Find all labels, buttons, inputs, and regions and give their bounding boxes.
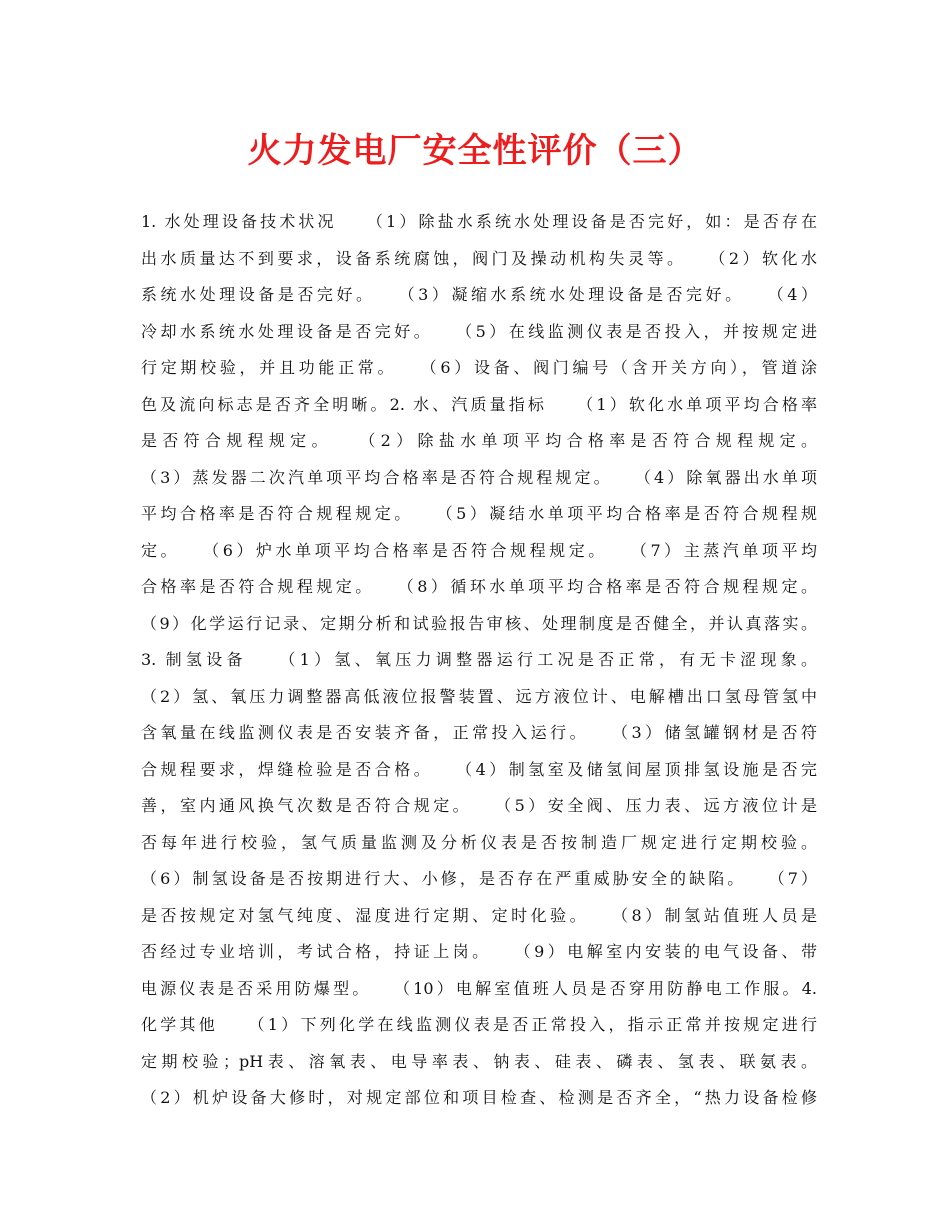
- body-line: （2）机炉设备大修时，对规定部位和项目检查、检测是否齐全，“热力设备检修: [141, 1088, 817, 1107]
- body-line: 色及流向标志是否齐全明晰。2. 水、汽质量指标 （1）软化水单项平均合格率: [141, 394, 817, 414]
- body-line: （9）化学运行记录、定期分析和试验报告审核、处理制度是否健全，并认真落实。: [141, 613, 817, 633]
- body-line: 是否符合规程规定。 （2）除盐水单项平均合格率是否符合规程规定。: [141, 431, 817, 450]
- body-line: 冷却水系统水处理设备是否完好。 （5）在线监测仪表是否投入，并按规定进: [141, 321, 817, 341]
- body-line: （6）制氢设备是否按期进行大、小修，是否存在严重威胁安全的缺陷。 （7）: [141, 869, 817, 888]
- body-line: （2）氢、氧压力调整器高低液位报警装置、远方液位计、电解槽出口氢母管氢中: [141, 686, 817, 706]
- body-line: 电源仪表是否采用防爆型。 （10）电解室值班人员是否穿用防静电工作服。4.: [141, 978, 817, 998]
- body-line: 合格率是否符合规程规定。 （8）循环水单项平均合格率是否符合规程规定。: [141, 577, 817, 596]
- document-body: [141, 204, 817, 1117]
- document-title: 火力发电厂安全性评价（三）: [247, 131, 703, 171]
- body-line: 平均合格率是否符合规程规定。 （5）凝结水单项平均合格率是否符合规程规: [141, 504, 817, 523]
- body-line: 化学其他 （1）下列化学在线监测仪表是否正常投入，指示正常并按规定进行: [141, 1015, 817, 1034]
- body-line: 行定期校验，并且功能正常。 （6）设备、阀门编号（含开关方向），管道涂: [141, 358, 817, 377]
- body-line: 否每年进行校验，氢气质量监测及分析仪表是否按制造厂规定进行定期校验。: [141, 832, 817, 852]
- body-line: 定。 （6）炉水单项平均合格率是否符合规程规定。 （7）主蒸汽单项平均: [141, 540, 817, 560]
- body-line: 否经过专业培训，考试合格，持证上岗。 （9）电解室内安装的电气设备、带: [141, 942, 817, 961]
- body-line: 是否按规定对氢气纯度、湿度进行定期、定时化验。 （8）制氢站值班人员是: [141, 905, 817, 925]
- body-line: 系统水处理设备是否完好。 （3）凝缩水系统水处理设备是否完好。 （4）: [141, 285, 817, 304]
- body-line: 1. 水处理设备技术状况 （1）除盐水系统水处理设备是否完好，如：是否存在: [141, 212, 817, 231]
- body-line: 善，室内通风换气次数是否符合规定。 （5）安全阀、压力表、远方液位计是: [141, 796, 817, 815]
- body-line: 出水质量达不到要求，设备系统腐蚀，阀门及操动机构失灵等。 （2）软化水: [141, 248, 817, 268]
- body-line: 含氧量在线监测仪表是否安装齐备，正常投入运行。 （3）储氢罐钢材是否符: [141, 723, 817, 742]
- body-line: 3. 制氢设备 （1）氢、氧压力调整器运行工况是否正常，有无卡涩现象。: [141, 650, 817, 669]
- body-line: 定期校验；pH表、溶氧表、电导率表、钠表、硅表、磷表、氢表、联氨表。: [141, 1051, 817, 1071]
- body-line: （3）蒸发器二次汽单项平均合格率是否符合规程规定。 （4）除氧器出水单项: [141, 467, 817, 487]
- body-line: 合规程要求，焊缝检验是否合格。 （4）制氢室及储氢间屋顶排氢设施是否完: [141, 759, 817, 779]
